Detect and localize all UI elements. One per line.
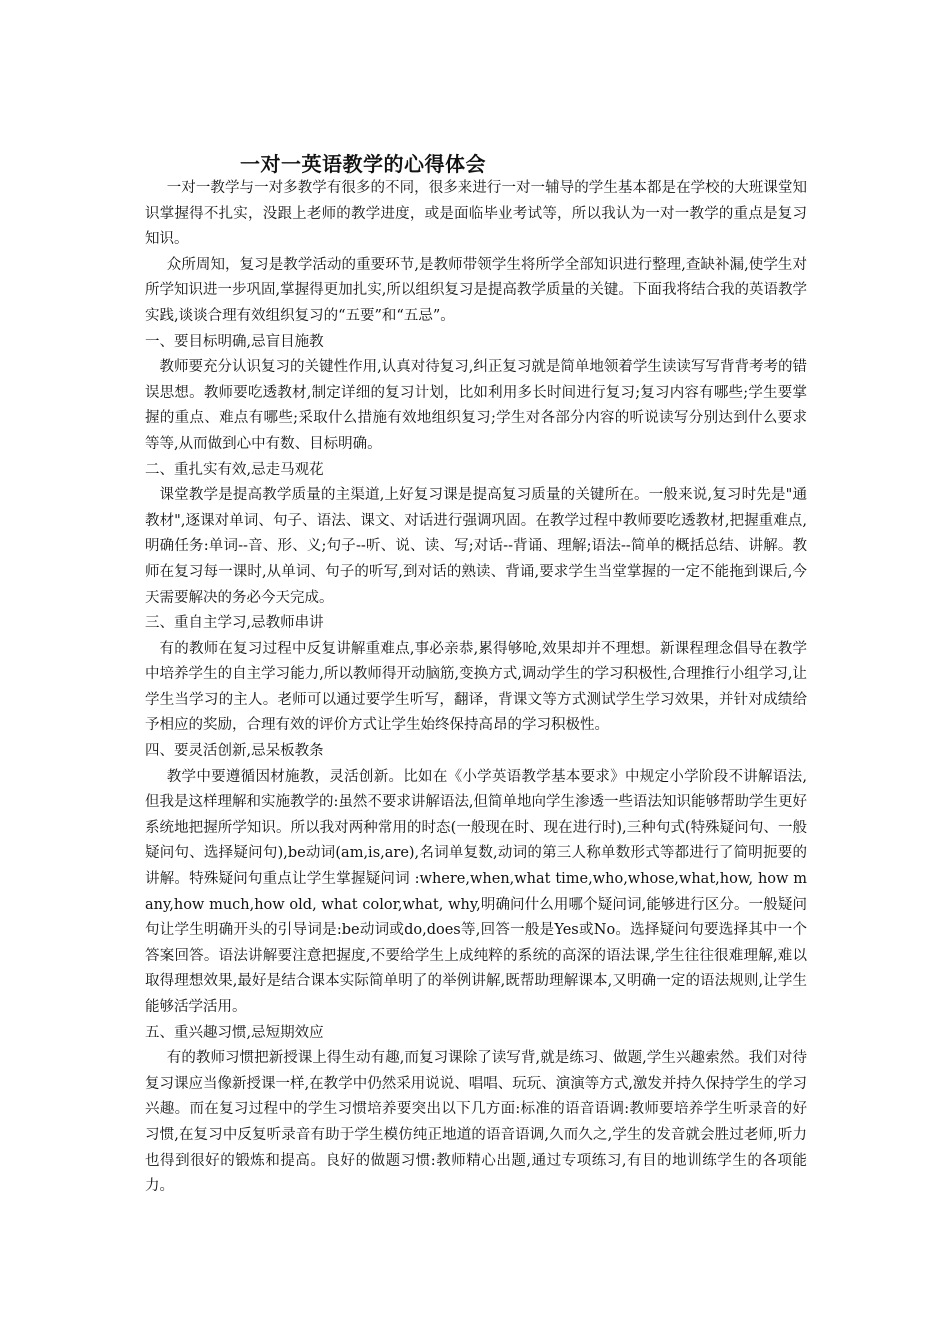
intro-paragraph-2: 众所周知，复习是教学活动的重要环节,是教师带领学生将所学全部知识进行整理,查缺补漏,使学生对所学知识进一步巩固,掌握得更加扎实,所以组织复习是提高教学质量的关键。下面我将结合我的英语教学实践,谈谈合理有效组织复习的“五要”和“五忌”。 [145, 256, 807, 324]
section-1-heading: 一、要目标明确,忌盲目施教 [145, 333, 324, 350]
section-2-heading: 二、重扎实有效,忌走马观花 [145, 461, 324, 478]
section-1-body: 教师要充分认识复习的关键性作用,认真对待复习,纠正复习就是简单地领着学生读读写写背背考考的错误思想。教师要吃透教材,制定详细的复习计划，比如利用多长时间进行复习;复习内容有哪些;学生要掌握的重点、难点有哪些;采取什么措施有效地组织复习;学生对各部分内容的听说读写分别达到什么要求等等,从而做到心中有数、目标明确。 [145, 359, 807, 452]
section-4-body: 教学中要遵循因材施教，灵活创新。比如在《小学英语教学基本要求》中规定小学阶段不讲解语法,但我是这样理解和实施教学的:虽然不要求讲解语法,但简单地向学生渗透一些语法知识能够帮助学生更好系统地把握所学知识。所以我对两种常用的时态(一般现在时、现在进行时),三种句式(特殊疑问句、一般疑问句、选择疑问句),be动词(am,is,are),名词单复数,动词的第三人称单数形式等都进行了简明扼要的讲解。特殊疑问句重点让学生掌握疑问词 :where,when,what time,who,whose,what,how, how many,how much,how old, what color,what, why,明确问什么用哪个疑问词,能够进行区分。一般疑问句让学生明确开头的引导词是:be动词或do,does等,回答一般是Yes或No。选择疑问句要选择其中一个答案回答。语法讲解要注意把握度,不要给学生上成纯粹的系统的高深的语法课,学生往往很难理解,难以取得理想效果,最好是结合课本实际简单明了的举例讲解,既帮助理解课本,又明确一定的语法规则,让学生能够活学活用。 [145, 768, 807, 1015]
section-5-body: 有的教师习惯把新授课上得生动有趣,而复习课除了读写背,就是练习、做题,学生兴趣索然。我们对待复习课应当像新授课一样,在教学中仍然采用说说、唱唱、玩玩、演演等方式,激发并持久保持学生的学习兴趣。而在复习过程中的学生习惯培养要突出以下几方面:标准的语音语调:教师要培养学生听录音的好习惯,在复习中反复听录音有助于学生模仿纯正地道的语音语调,久而久之,学生的发音就会胜过老师,听力也得到很好的锻炼和提高。良好的做题习惯:教师精心出题,通过专项练习,有目的地训练学生的各项能力。 [145, 1050, 807, 1195]
document-title: 一对一英语教学的心得体会 [240, 152, 486, 176]
section-3-body: 有的教师在复习过程中反复讲解重难点,事必亲恭,累得够呛,效果却并不理想。新课程理念倡导在教学中培养学生的自主学习能力,所以教师得开动脑筋,变换方式,调动学生的学习积极性,合理推行小组学习,让学生当学习的主人。老师可以通过要学生听写，翻译，背课文等方式测试学生学习效果，并针对成绩给予相应的奖励，合理有效的评价方式让学生始终保持高昂的学习积极性。 [145, 640, 807, 734]
section-4-heading: 四、要灵活创新,忌呆板教条 [145, 743, 324, 760]
section-5-heading: 五、重兴趣习惯,忌短期效应 [145, 1024, 324, 1041]
document-body [145, 176, 807, 1200]
section-3-heading: 三、重自主学习,忌教师串讲 [145, 615, 324, 632]
intro-paragraph-1: 一对一教学与一对多教学有很多的不同，很多来进行一对一辅导的学生基本都是在学校的大班课堂知识掌握得不扎实，没跟上老师的教学进度，或是面临毕业考试等，所以我认为一对一教学的重点是复习知识。 [145, 180, 807, 248]
section-2-body: 课堂教学是提高教学质量的主渠道,上好复习课是提高复习质量的关键所在。一般来说,复习时先是"通教材",逐课对单词、句子、语法、课文、对话进行强调巩固。在教学过程中教师要吃透教材,把握重难点,明确任务:单词--音、形、义;句子--听、说、读、写;对话--背诵、理解;语法--简单的概括总结、讲解。教师在复习每一课时,从单词、句子的听写,到对话的熟读、背诵,要求学生当堂掌握的一定不能拖到课后,今天需要解决的务必今天完成。 [145, 487, 807, 606]
